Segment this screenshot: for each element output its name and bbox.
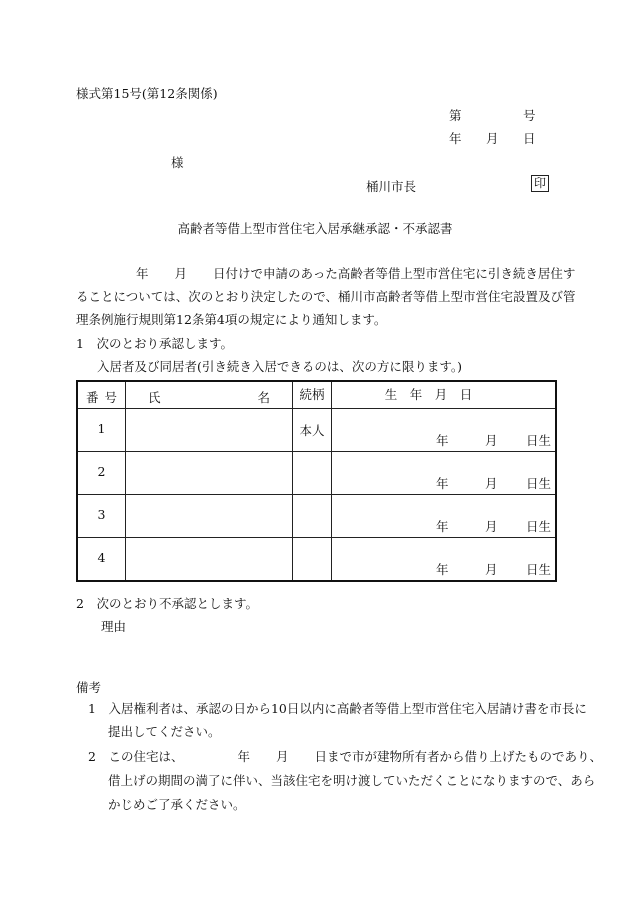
relation-cell[interactable] (293, 538, 332, 582)
table-header-row (77, 381, 556, 409)
document-number-suffix: 号 (523, 108, 536, 123)
seal-mark: 印 (531, 175, 549, 192)
note-2-line-1 (88, 747, 602, 765)
row-number-cell (77, 495, 126, 538)
note-2-line-3: かじめご了承ください。 (108, 797, 246, 812)
header-name (126, 381, 293, 409)
form-number: 様式第15号(第12条関係) (76, 86, 218, 101)
body-line-1-text: 日付けで申請のあった高齢者等借上型市営住宅に引き続き居住す (213, 266, 576, 281)
header-number (77, 381, 126, 409)
row-number: 2 (97, 464, 106, 479)
issue-date-month: 月 (486, 131, 499, 146)
body-line-1 (76, 262, 576, 285)
section-2-heading: 2 次のとおり不承認とします。 (76, 596, 258, 611)
relation-value (293, 538, 331, 550)
table-row (77, 409, 556, 452)
residents-table (76, 380, 557, 582)
note-2-rest: 日まで市が建物所有者から借り上げたものであり、 (314, 749, 603, 764)
notes-heading: 備考 (76, 680, 102, 695)
relation-cell[interactable] (293, 452, 332, 495)
section-1-heading: 1 次のとおり承認します。 (76, 336, 233, 351)
birth-month-label: 月 (485, 562, 498, 577)
body-paragraph (76, 262, 576, 331)
note-2-year: 年 (237, 749, 250, 764)
row-number: 4 (97, 550, 106, 565)
birthdate-cell[interactable] (332, 495, 557, 538)
note-1-line-2: 提出してください。 (108, 724, 221, 739)
section-1-subheading: 入居者及び同居者(引き続き入居できるのは、次の方に限ります。) (97, 359, 463, 374)
row-number-cell (77, 538, 126, 582)
issue-date-day: 日 (523, 131, 536, 146)
table-row (77, 495, 556, 538)
note-2-start: 2 この住宅は、 (88, 749, 184, 764)
body-year: 年 (136, 266, 149, 281)
header-birthdate-text: 生 年 月 日 (384, 387, 473, 402)
header-number-left: 番 (86, 390, 99, 405)
birthdate-cell[interactable] (332, 452, 557, 495)
birth-day-label: 日生 (525, 519, 551, 534)
reason-label: 理由 (101, 619, 127, 634)
row-number-cell (77, 409, 126, 452)
body-line-3: 理条例施行規則第12条第4項の規定により通知します。 (76, 312, 387, 327)
note-1-line-1: 1 入居権利者は、承認の日から10日以内に高齢者等借上型市営住宅入居請け書を市長に (88, 701, 587, 716)
relation-cell[interactable] (293, 409, 332, 452)
birth-day-label: 日生 (525, 562, 551, 577)
relation-value: 本人 (299, 423, 325, 438)
name-cell[interactable] (126, 495, 293, 538)
note-2-month: 月 (275, 749, 289, 764)
birth-month-label: 月 (485, 433, 498, 448)
name-cell[interactable] (126, 538, 293, 582)
note-2-line-2: 借上げの期間の満了に伴い、当該住宅を明け渡していただくことになりますので、あら (108, 773, 596, 788)
birth-year-label: 年 (436, 476, 449, 491)
header-birthdate (332, 381, 557, 409)
issuer-name: 桶川市長 (366, 179, 417, 194)
header-name-left: 氏 (148, 390, 161, 405)
relation-cell[interactable] (293, 495, 332, 538)
body-line-2: ることについては、次のとおり決定したので、桶川市高齢者等借上型市営住宅設置及び管 (76, 289, 576, 304)
header-number-right: 号 (104, 390, 117, 405)
birth-year-label: 年 (436, 562, 449, 577)
birth-day-label: 日生 (525, 476, 551, 491)
row-number: 3 (97, 507, 106, 522)
birthdate-cell[interactable] (332, 409, 557, 452)
birthdate-cell[interactable] (332, 538, 557, 582)
name-cell[interactable] (126, 452, 293, 495)
addressee-suffix: 様 (171, 155, 184, 170)
table-row (77, 452, 556, 495)
document-title: 高齢者等借上型市営住宅入居承継承認・不承認書 (177, 221, 453, 236)
row-number: 1 (97, 421, 106, 436)
document-number-prefix: 第 (449, 108, 462, 123)
header-relation-text: 続柄 (299, 387, 325, 402)
name-cell[interactable] (126, 409, 293, 452)
birth-day-label: 日生 (525, 433, 551, 448)
issue-date-year: 年 (449, 131, 462, 146)
body-month: 月 (174, 266, 188, 281)
table-row (77, 538, 556, 582)
row-number-cell (77, 452, 126, 495)
header-relation (293, 381, 332, 409)
birth-year-label: 年 (436, 433, 449, 448)
birth-month-label: 月 (485, 476, 498, 491)
header-name-right: 名 (257, 390, 270, 405)
relation-value (293, 495, 331, 507)
relation-value (293, 452, 331, 464)
birth-year-label: 年 (436, 519, 449, 534)
birth-month-label: 月 (485, 519, 498, 534)
